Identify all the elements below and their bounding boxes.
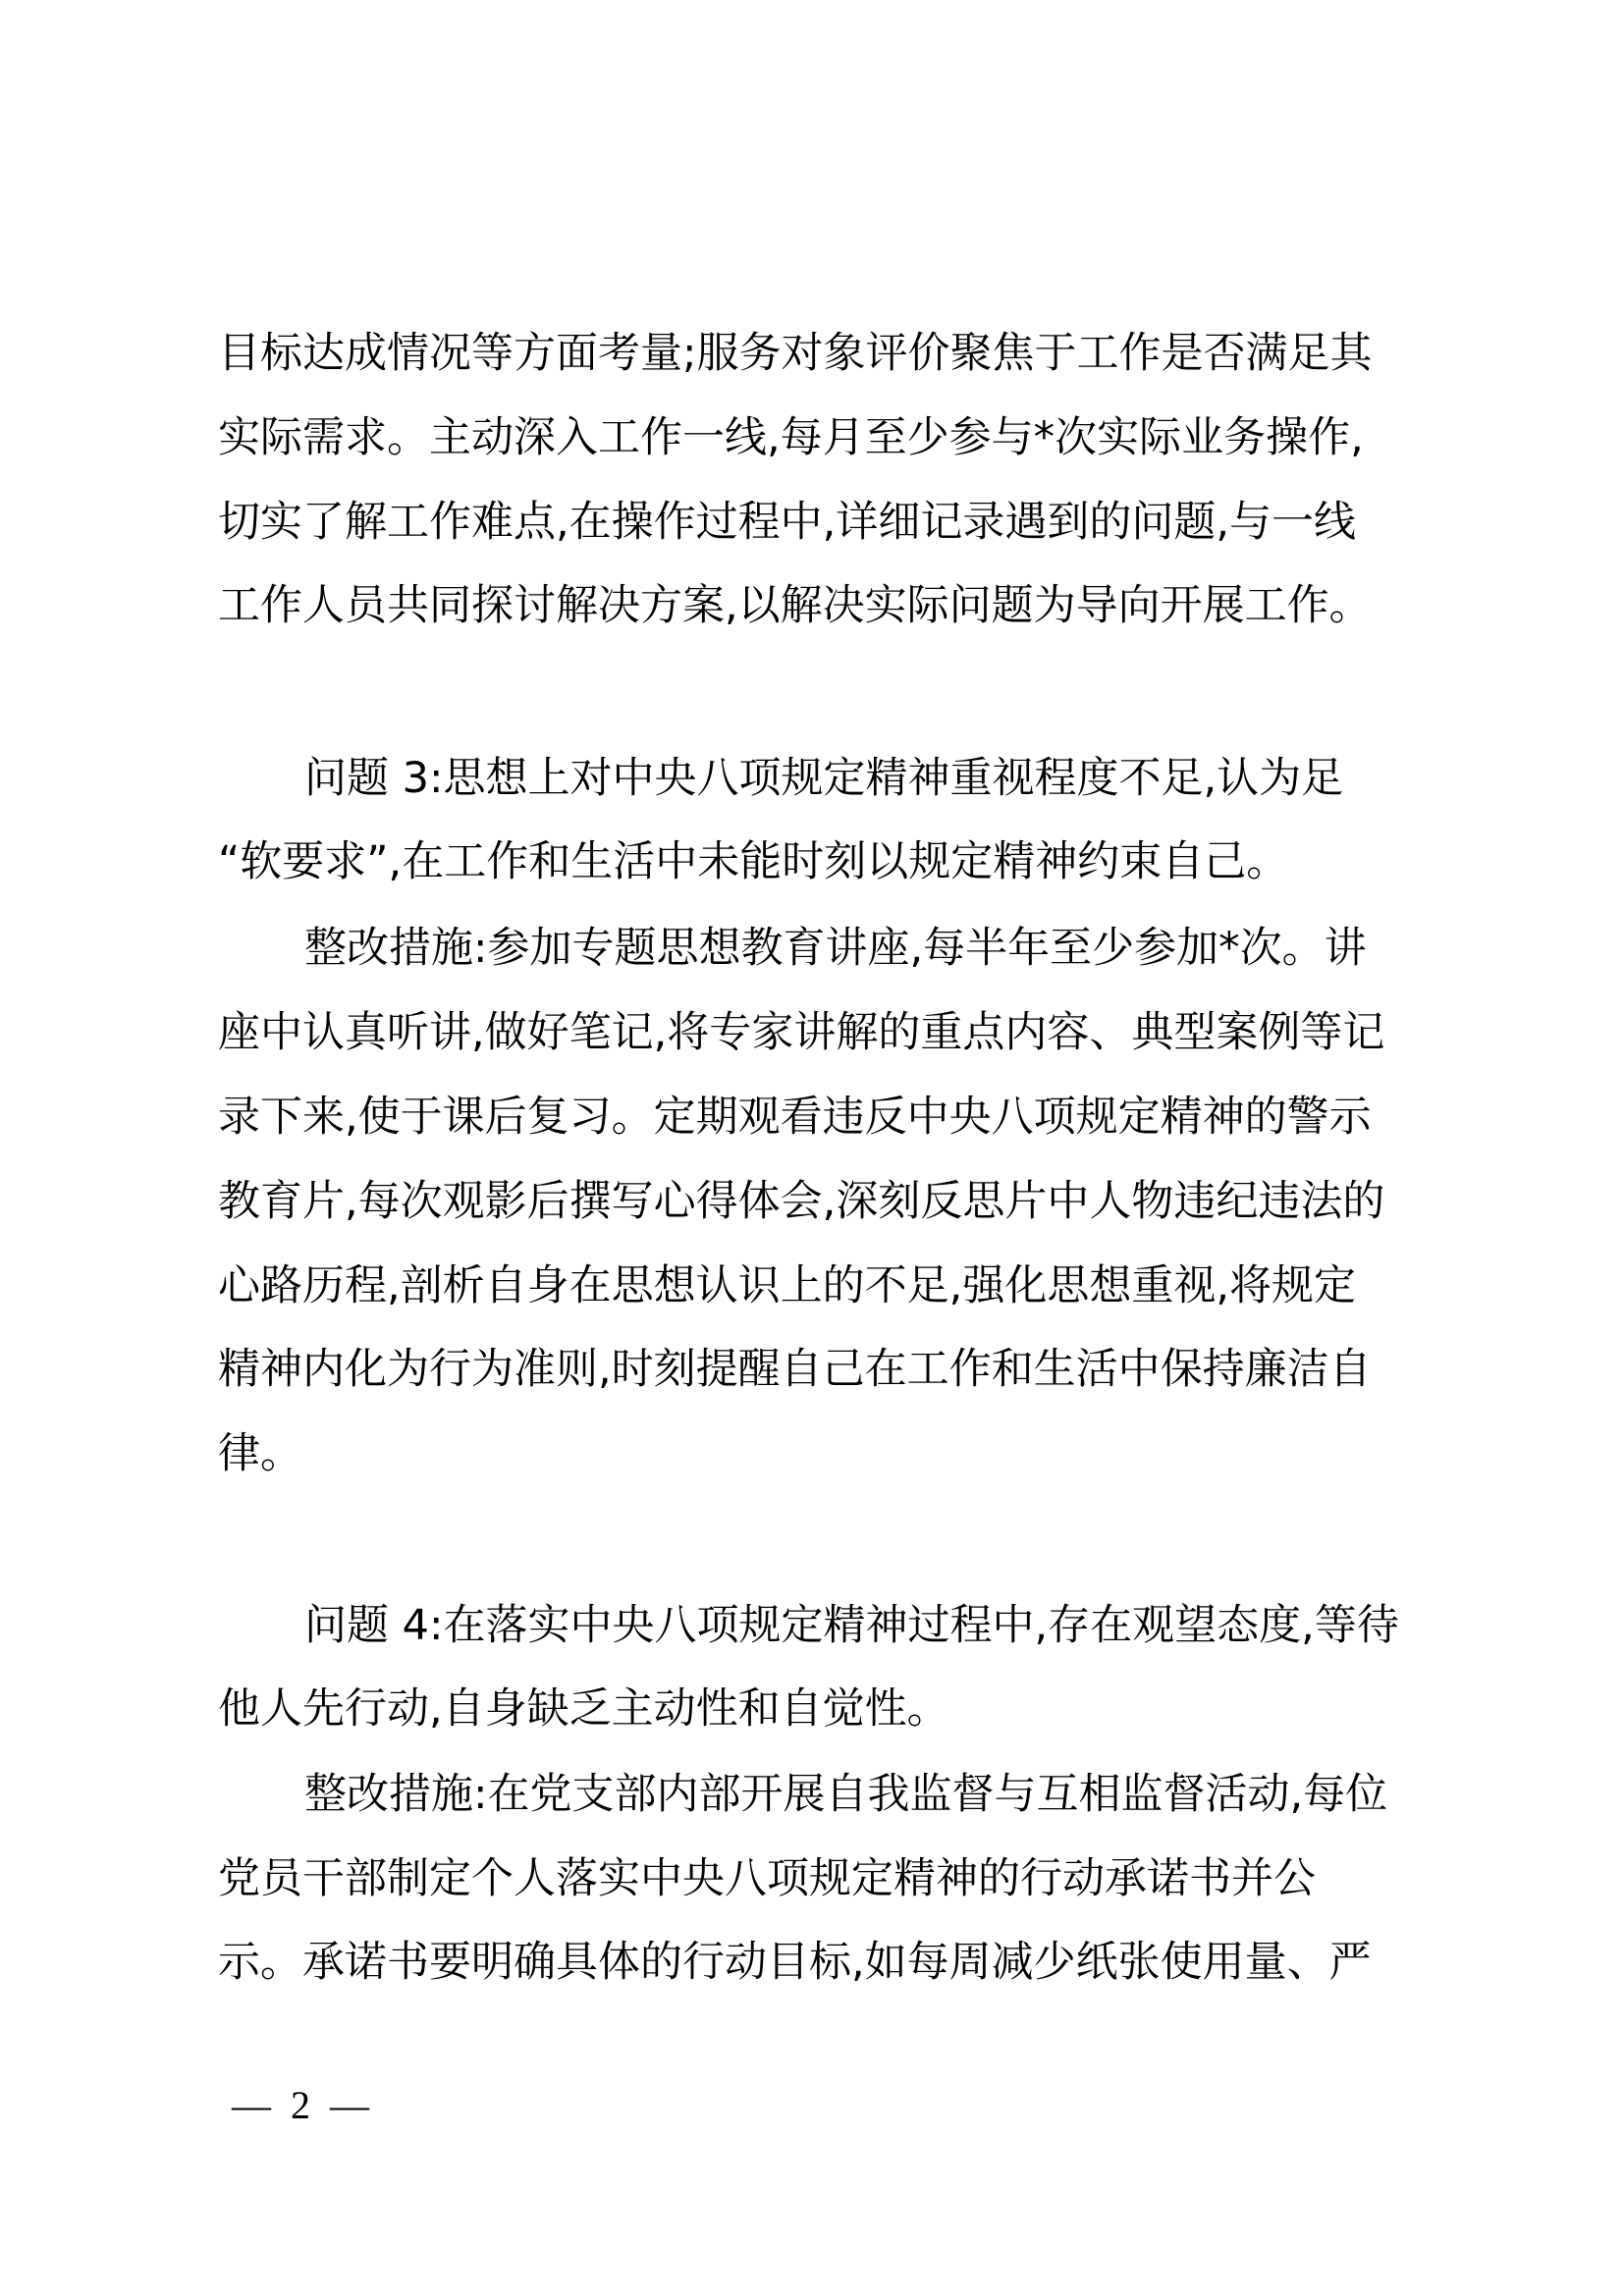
page-number: — 2 — xyxy=(232,2083,369,2127)
paragraph-line: 目标达成情况等方面考量;服务对象评价聚焦于工作是否满足其 xyxy=(218,329,1373,378)
problem-heading-line: “软要求”,在工作和生活中未能时刻以规定精神约束自己。 xyxy=(218,837,1289,886)
measure-line: 整改措施:参加专题思想教育讲座,每半年至少参加*次。讲 xyxy=(304,924,1367,973)
paragraph-line: 工作人员共同探讨解决方案,以解决实际问题为导向开展工作。 xyxy=(218,581,1372,630)
measure-line: 示。承诺书要明确具体的行动目标,如每周减少纸张使用量、严 xyxy=(218,1938,1372,1987)
paragraph-line: 实际需求。主动深入工作一线,每月至少参与*次实际业务操作, xyxy=(218,413,1364,462)
problem-heading-line: 问题 3:思想上对中央八项规定精神重视程度不足,认为足 xyxy=(304,754,1344,803)
paragraph-line: 切实了解工作难点,在操作过程中,详细记录遇到的问题,与一线 xyxy=(218,498,1357,547)
measure-line: 党员干部制定个人落实中央八项规定精神的行动承诺书并公 xyxy=(218,1854,1316,1903)
measure-line: 心路历程,剖析自身在思想认识上的不足,强化思想重视,将规定 xyxy=(218,1261,1357,1310)
measure-line: 整改措施:在党支部内部开展自我监督与互相监督活动,每位 xyxy=(304,1770,1388,1819)
measure-line: 座中认真听讲,做好笔记,将专家讲解的重点内容、典型案例等记 xyxy=(218,1008,1385,1057)
measure-line: 录下来,使于课后复习。定期观看违反中央八项规定精神的警示 xyxy=(218,1093,1372,1142)
problem-heading-line: 他人先行动,自身缺乏主动性和自觉性。 xyxy=(218,1684,949,1734)
measure-line: 律。 xyxy=(218,1429,302,1478)
measure-line: 教育片,每次观影后撰写心得体会,深刻反思片中人物违纪违法的 xyxy=(218,1177,1385,1226)
measure-line: 精神内化为行为准则,时刻提醒自己在工作和生活中保持廉洁自 xyxy=(218,1345,1372,1394)
problem-heading-line: 问题 4:在落实中央八项规定精神过程中,存在观望态度,等待 xyxy=(304,1601,1399,1650)
